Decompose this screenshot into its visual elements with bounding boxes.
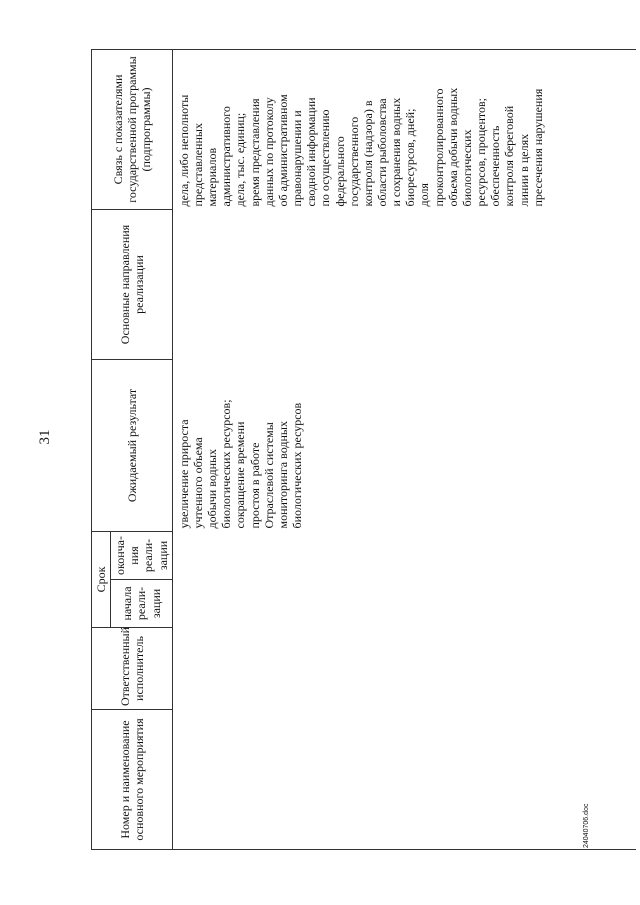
header-term-end: оконча- ния реали- зации	[111, 532, 173, 580]
page-number: 31	[37, 429, 53, 445]
rotated-page-content	[91, 50, 640, 850]
table-row	[172, 50, 636, 850]
header-indicator-link: Связь с показателями государственной программы (подпрограммы)	[92, 50, 173, 210]
header-responsible: Ответственный исполнитель	[92, 628, 173, 710]
document-id: 24040706.doc	[583, 803, 590, 848]
cell-indicator-link: дела, либо неполноты представленных материалов административного дела, тыс. единиц; время представления данных по протоколу об административном правонарушении и сводной информации по осуществлению федерального государственного контроля (надзора) в области рыболовства и сохранения водных биоресурсов, дней; доля проконтролированного объема добычи водных биологических ресурсов, процентов; обеспеченность контроля береговой линии в целях пресечения нарушения	[172, 50, 636, 210]
header-term-start: начала реали- зации	[111, 580, 173, 628]
cell-responsible	[172, 628, 636, 710]
cell-expected-result: увеличение прироста учтенного объема добычи водных биологических ресурсов; сокращение времени простоя в работе Отраслевой системы мониторинга водных биологических ресурсов	[176, 399, 305, 529]
header-main-directions: Основные направления реализации	[92, 210, 173, 360]
cell-measure-name	[172, 710, 636, 850]
header-expected-result: Ожидаемый результат	[92, 360, 173, 532]
measures-table	[91, 49, 636, 850]
header-measure-name: Номер и наименование основного мероприятия	[92, 710, 173, 850]
cell-term-end	[172, 532, 636, 580]
cell-main-directions	[172, 210, 636, 360]
cell-term-start	[172, 580, 636, 628]
header-term: Срок	[92, 532, 111, 628]
